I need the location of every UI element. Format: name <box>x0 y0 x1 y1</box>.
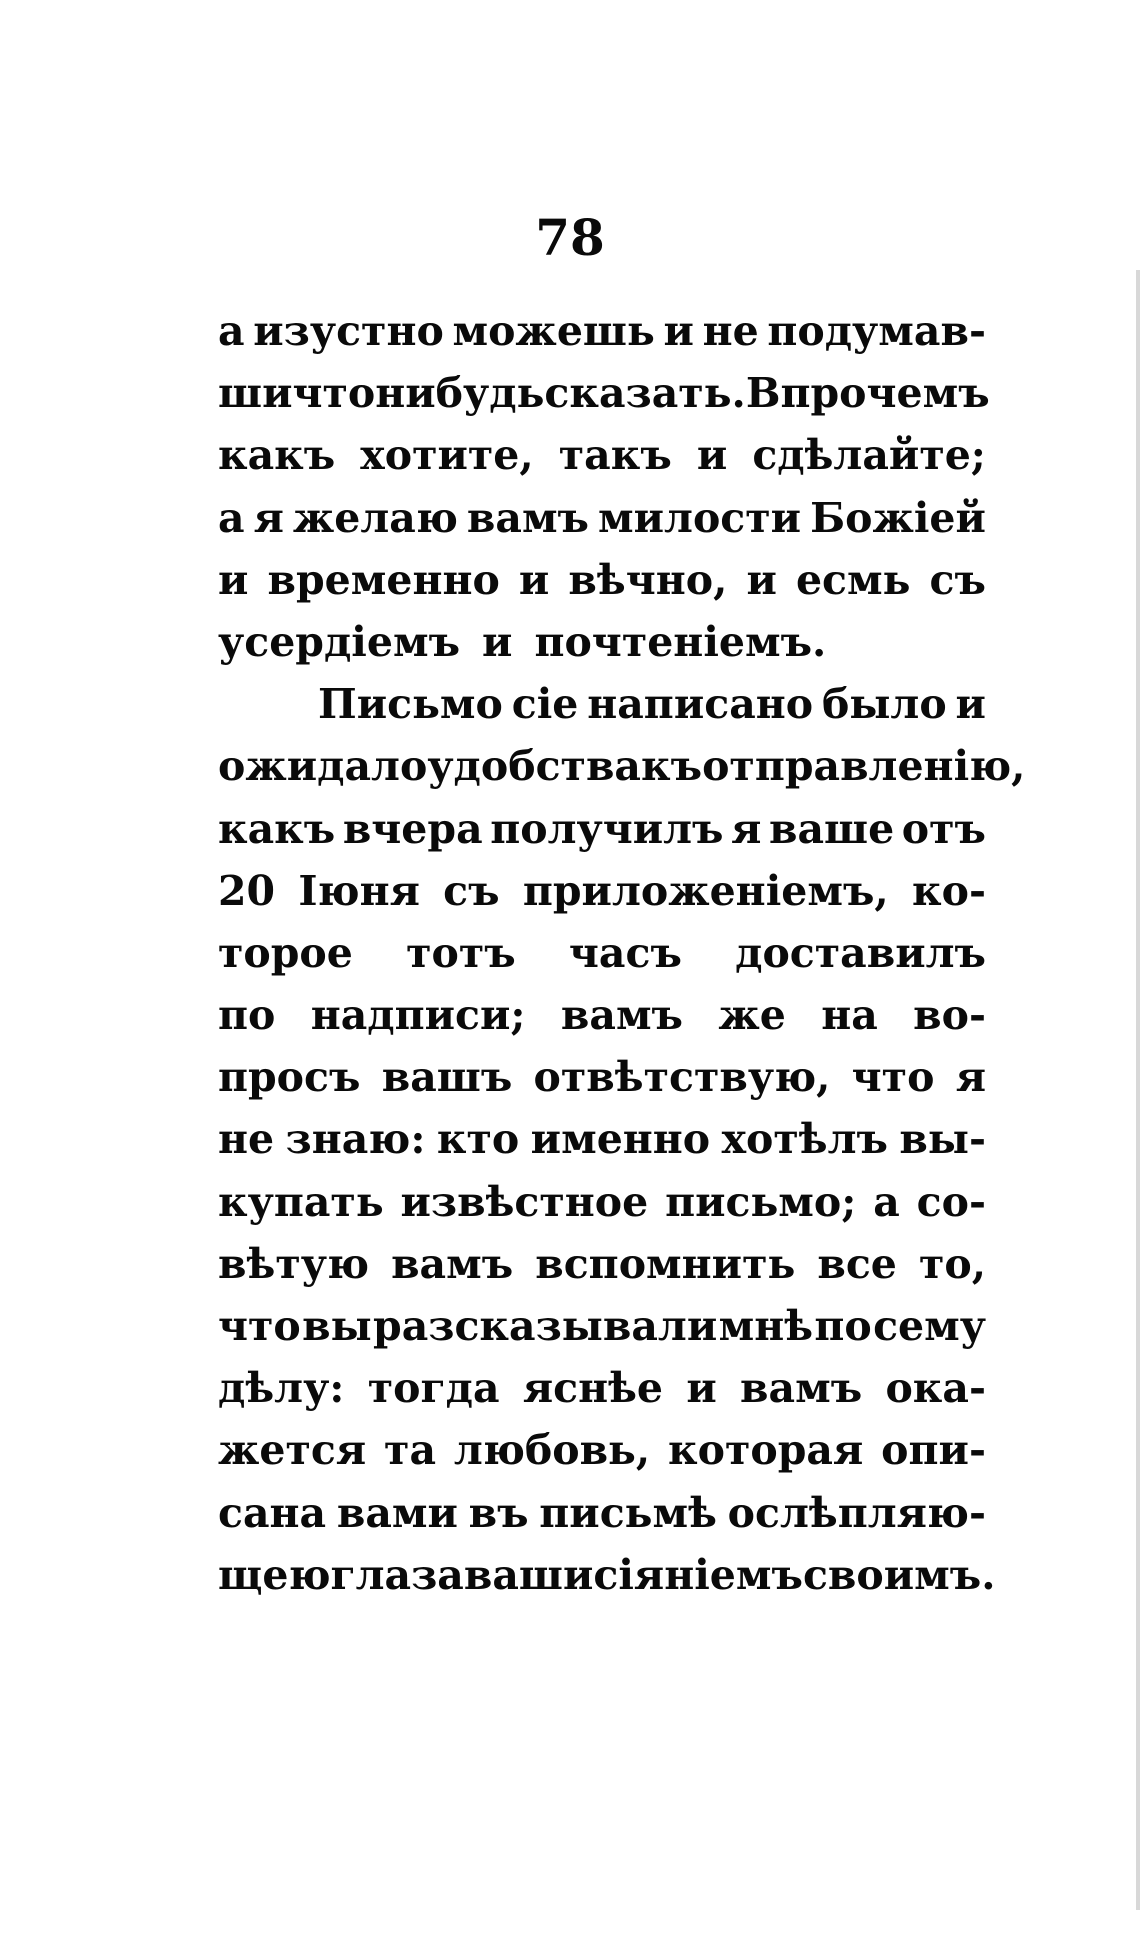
text-line <box>218 1295 986 1357</box>
word: извѣстное <box>400 1177 649 1226</box>
word: ожидало <box>218 742 428 791</box>
word: изустно <box>253 307 444 355</box>
word: жется <box>218 1426 367 1475</box>
word: сіяніемъ <box>593 1550 803 1599</box>
word: и <box>218 555 249 604</box>
text-line <box>218 860 986 922</box>
word: есмь <box>795 555 911 604</box>
word: получилъ <box>490 804 724 853</box>
word: и <box>686 1364 717 1413</box>
text-line <box>218 1419 986 1481</box>
text-line <box>218 735 1026 797</box>
word: та <box>384 1426 437 1475</box>
word: написано <box>587 680 814 729</box>
word: вчера <box>342 804 483 853</box>
word: любовь, <box>453 1426 651 1475</box>
word: торое <box>218 928 353 977</box>
word: сдѣлайте; <box>752 431 986 480</box>
word: съ <box>443 866 500 915</box>
word: ко- <box>911 866 986 915</box>
word: сказать. <box>544 369 746 418</box>
word: же <box>718 991 786 1040</box>
word: и <box>696 431 728 480</box>
word: не <box>218 1115 275 1164</box>
word: по <box>218 991 276 1040</box>
word: какъ <box>218 431 336 480</box>
word: яснѣе <box>522 1364 664 1413</box>
word: вамъ <box>560 991 684 1040</box>
text-line <box>218 673 986 735</box>
word: просъ <box>218 1053 361 1102</box>
word: вамъ <box>740 1364 863 1413</box>
word: 20 <box>218 866 276 915</box>
word: вѣчно, <box>568 555 728 604</box>
word: и <box>518 555 550 604</box>
word: отправленію, <box>702 742 1026 791</box>
word: ши <box>218 369 293 418</box>
word: вамъ <box>466 493 590 542</box>
word: отвѣтствую, <box>533 1053 831 1102</box>
word: знаю: <box>285 1115 426 1164</box>
word: а <box>873 1177 900 1226</box>
word: купать <box>218 1177 384 1226</box>
word: щею <box>218 1550 331 1599</box>
word: отъ <box>901 804 986 853</box>
word: въ <box>468 1488 529 1537</box>
word: вами <box>336 1488 458 1537</box>
word: и <box>746 555 777 604</box>
text-line <box>218 922 986 984</box>
word: опи- <box>881 1426 986 1475</box>
word: къ <box>641 742 703 791</box>
word: тогда <box>367 1364 500 1413</box>
word: хотите, <box>360 431 534 480</box>
word: милости <box>598 493 802 542</box>
word: которая <box>668 1426 864 1475</box>
word: вѣтую <box>218 1239 370 1288</box>
word: ваши <box>463 1550 594 1599</box>
word: то, <box>918 1239 986 1288</box>
text-line <box>218 1171 986 1233</box>
word: со- <box>916 1177 986 1226</box>
word: разсказывали <box>373 1302 718 1350</box>
text-line <box>218 487 986 549</box>
word: во- <box>913 991 986 1040</box>
text-line <box>218 362 990 424</box>
word: не <box>702 307 759 355</box>
word: на <box>821 991 878 1040</box>
word: и <box>663 307 694 355</box>
word: ока- <box>885 1364 986 1413</box>
text-line <box>218 798 986 860</box>
word: вы <box>302 1302 372 1350</box>
text-line <box>218 1544 996 1606</box>
text-line <box>218 1233 986 1295</box>
word: а <box>218 307 245 355</box>
word: я <box>253 493 284 542</box>
word: что <box>292 369 376 418</box>
word: я <box>731 804 762 853</box>
word: вспомнить <box>535 1239 796 1288</box>
word: съ <box>929 555 986 604</box>
word: дѣлу: <box>218 1364 345 1413</box>
word: доставилъ <box>735 928 986 977</box>
word: сіе <box>511 680 579 729</box>
word: хотѣлъ <box>721 1115 888 1164</box>
word: что <box>218 1302 301 1350</box>
word: было <box>821 680 947 729</box>
word: все <box>817 1239 897 1288</box>
body-text <box>218 300 1026 1606</box>
text-line <box>218 1482 986 1544</box>
word: и <box>955 680 986 729</box>
word: мнѣ <box>718 1302 814 1350</box>
word: и <box>482 617 513 666</box>
text-line <box>218 424 986 486</box>
word: письмо; <box>665 1177 857 1226</box>
word: сему <box>873 1302 986 1350</box>
text-line <box>218 1357 986 1419</box>
word: тотъ <box>406 928 516 977</box>
word: вамъ <box>391 1239 514 1288</box>
text-line <box>218 1108 986 1170</box>
text-line <box>218 984 986 1046</box>
word: сана <box>218 1488 327 1537</box>
word: удобства <box>427 742 642 791</box>
word: я <box>955 1053 986 1102</box>
text-line <box>218 611 986 673</box>
word: а <box>218 493 245 542</box>
word: вы- <box>899 1115 986 1164</box>
word: глаза <box>330 1550 464 1599</box>
text-line <box>218 300 986 362</box>
word: нибудь <box>375 369 545 418</box>
word: Письмо <box>318 680 503 729</box>
word: временно <box>267 555 500 604</box>
text-line <box>218 549 986 611</box>
word: Впрочемъ <box>745 369 990 418</box>
word: почтеніемъ. <box>534 617 827 666</box>
word: что <box>851 1053 935 1102</box>
word: какъ <box>218 804 336 853</box>
word: подумав- <box>767 307 986 355</box>
word: усердіемъ <box>218 617 461 666</box>
page-edge-shadow <box>1136 270 1140 1910</box>
word: ослѣпляю- <box>727 1488 986 1537</box>
word: часъ <box>568 928 682 977</box>
word: можешь <box>452 307 655 355</box>
word: именно <box>530 1115 711 1164</box>
word: Іюня <box>298 866 420 915</box>
word: желаю <box>292 493 458 542</box>
word: вашъ <box>381 1053 513 1102</box>
word: надписи; <box>310 991 526 1040</box>
word: такъ <box>558 431 672 480</box>
text-line <box>218 1046 986 1108</box>
word: своимъ. <box>802 1550 996 1599</box>
word: приложеніемъ, <box>522 866 889 915</box>
page-number: 78 <box>535 208 605 267</box>
word: по <box>814 1302 872 1350</box>
word: письмѣ <box>539 1488 717 1537</box>
word: ваше <box>768 804 895 853</box>
word: Божіей <box>810 493 986 542</box>
word: кто <box>436 1115 520 1164</box>
